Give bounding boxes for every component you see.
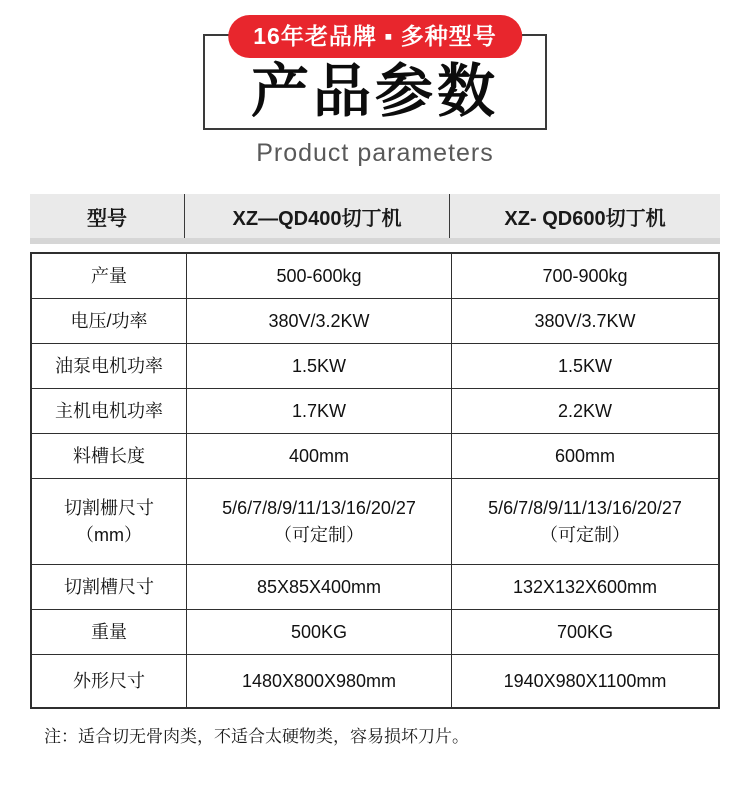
promo-badge: 16年老品牌 ▪ 多种型号 xyxy=(228,15,522,58)
spec-table xyxy=(30,194,720,709)
footer-note: 注：适合切无骨肉类，不适合太硬物类，容易损坏刀片。 xyxy=(44,727,469,746)
header-cell-model-qd400: XZ—QD400切丁机 xyxy=(185,194,450,238)
spec-value-qd400: 380V/3.2KW xyxy=(187,299,452,343)
spec-row-overall-dimensions xyxy=(32,655,718,707)
spec-value-qd400: 1.7KW xyxy=(187,389,452,433)
spec-row-pump-motor-power xyxy=(32,344,718,389)
spec-label-line2: （mm） xyxy=(76,524,142,545)
spec-row-voltage-power xyxy=(32,299,718,344)
spec-value-qd600: 132X132X600mm xyxy=(512,576,658,597)
spec-value-qd400: 1.5KW xyxy=(187,344,452,388)
spec-row-cutting-grid-size xyxy=(32,479,718,565)
spec-label-line1: 切割栅尺寸 xyxy=(64,498,154,519)
spec-body xyxy=(30,252,720,709)
spec-value-qd400: 400mm xyxy=(187,434,452,478)
spec-label: 产量 xyxy=(32,254,187,298)
spec-label: 重量 xyxy=(32,610,187,654)
page-subtitle: Product parameters xyxy=(256,139,494,167)
spec-value-qd600: 1940X980X1100mm xyxy=(503,670,667,691)
spec-row-trough-length xyxy=(32,434,718,479)
spec-row-weight xyxy=(32,610,718,655)
spec-value-line2: （可定制） xyxy=(540,524,630,545)
spec-label: 电压/功率 xyxy=(32,299,187,343)
spec-label: 主机电机功率 xyxy=(32,389,187,433)
spec-value-qd400 xyxy=(187,479,452,564)
header-cell-model-label: 型号 xyxy=(30,194,185,238)
spec-value-line2: （可定制） xyxy=(274,524,364,545)
header-cell-model-qd600: XZ- QD600切丁机 xyxy=(504,207,666,230)
spec-value-qd600: 1.5KW xyxy=(557,355,613,376)
spec-value-qd600: 600mm xyxy=(554,445,616,466)
spec-label: 外形尺寸 xyxy=(32,655,187,707)
spec-value-qd600: 380V/3.7KW xyxy=(534,310,636,331)
spec-value-qd600: 700KG xyxy=(556,621,614,642)
spec-header-row xyxy=(30,194,720,244)
spec-label: 切割槽尺寸 xyxy=(32,565,187,609)
spec-value-qd600 xyxy=(452,479,718,564)
spec-value-qd600: 700-900kg xyxy=(542,265,628,286)
spec-row-main-motor-power xyxy=(32,389,718,434)
spec-value-line1: 5/6/7/8/9/11/13/16/20/27 xyxy=(222,498,416,519)
spec-label: 料槽长度 xyxy=(32,434,187,478)
spec-value-qd400: 1480X800X980mm xyxy=(187,655,452,707)
title-box xyxy=(203,23,547,130)
spec-value-qd400: 85X85X400mm xyxy=(187,565,452,609)
product-parameters-page xyxy=(0,23,750,802)
spec-value-qd400: 500-600kg xyxy=(187,254,452,298)
spec-value-qd600: 2.2KW xyxy=(557,400,613,421)
spec-row-output xyxy=(32,254,718,299)
spec-row-cutting-slot-size xyxy=(32,565,718,610)
spec-label xyxy=(32,479,187,564)
spec-label: 油泵电机功率 xyxy=(32,344,187,388)
spec-value-qd400: 500KG xyxy=(187,610,452,654)
page-title: 产品参数 xyxy=(250,59,499,124)
spec-value-line1: 5/6/7/8/9/11/13/16/20/27 xyxy=(488,498,682,519)
